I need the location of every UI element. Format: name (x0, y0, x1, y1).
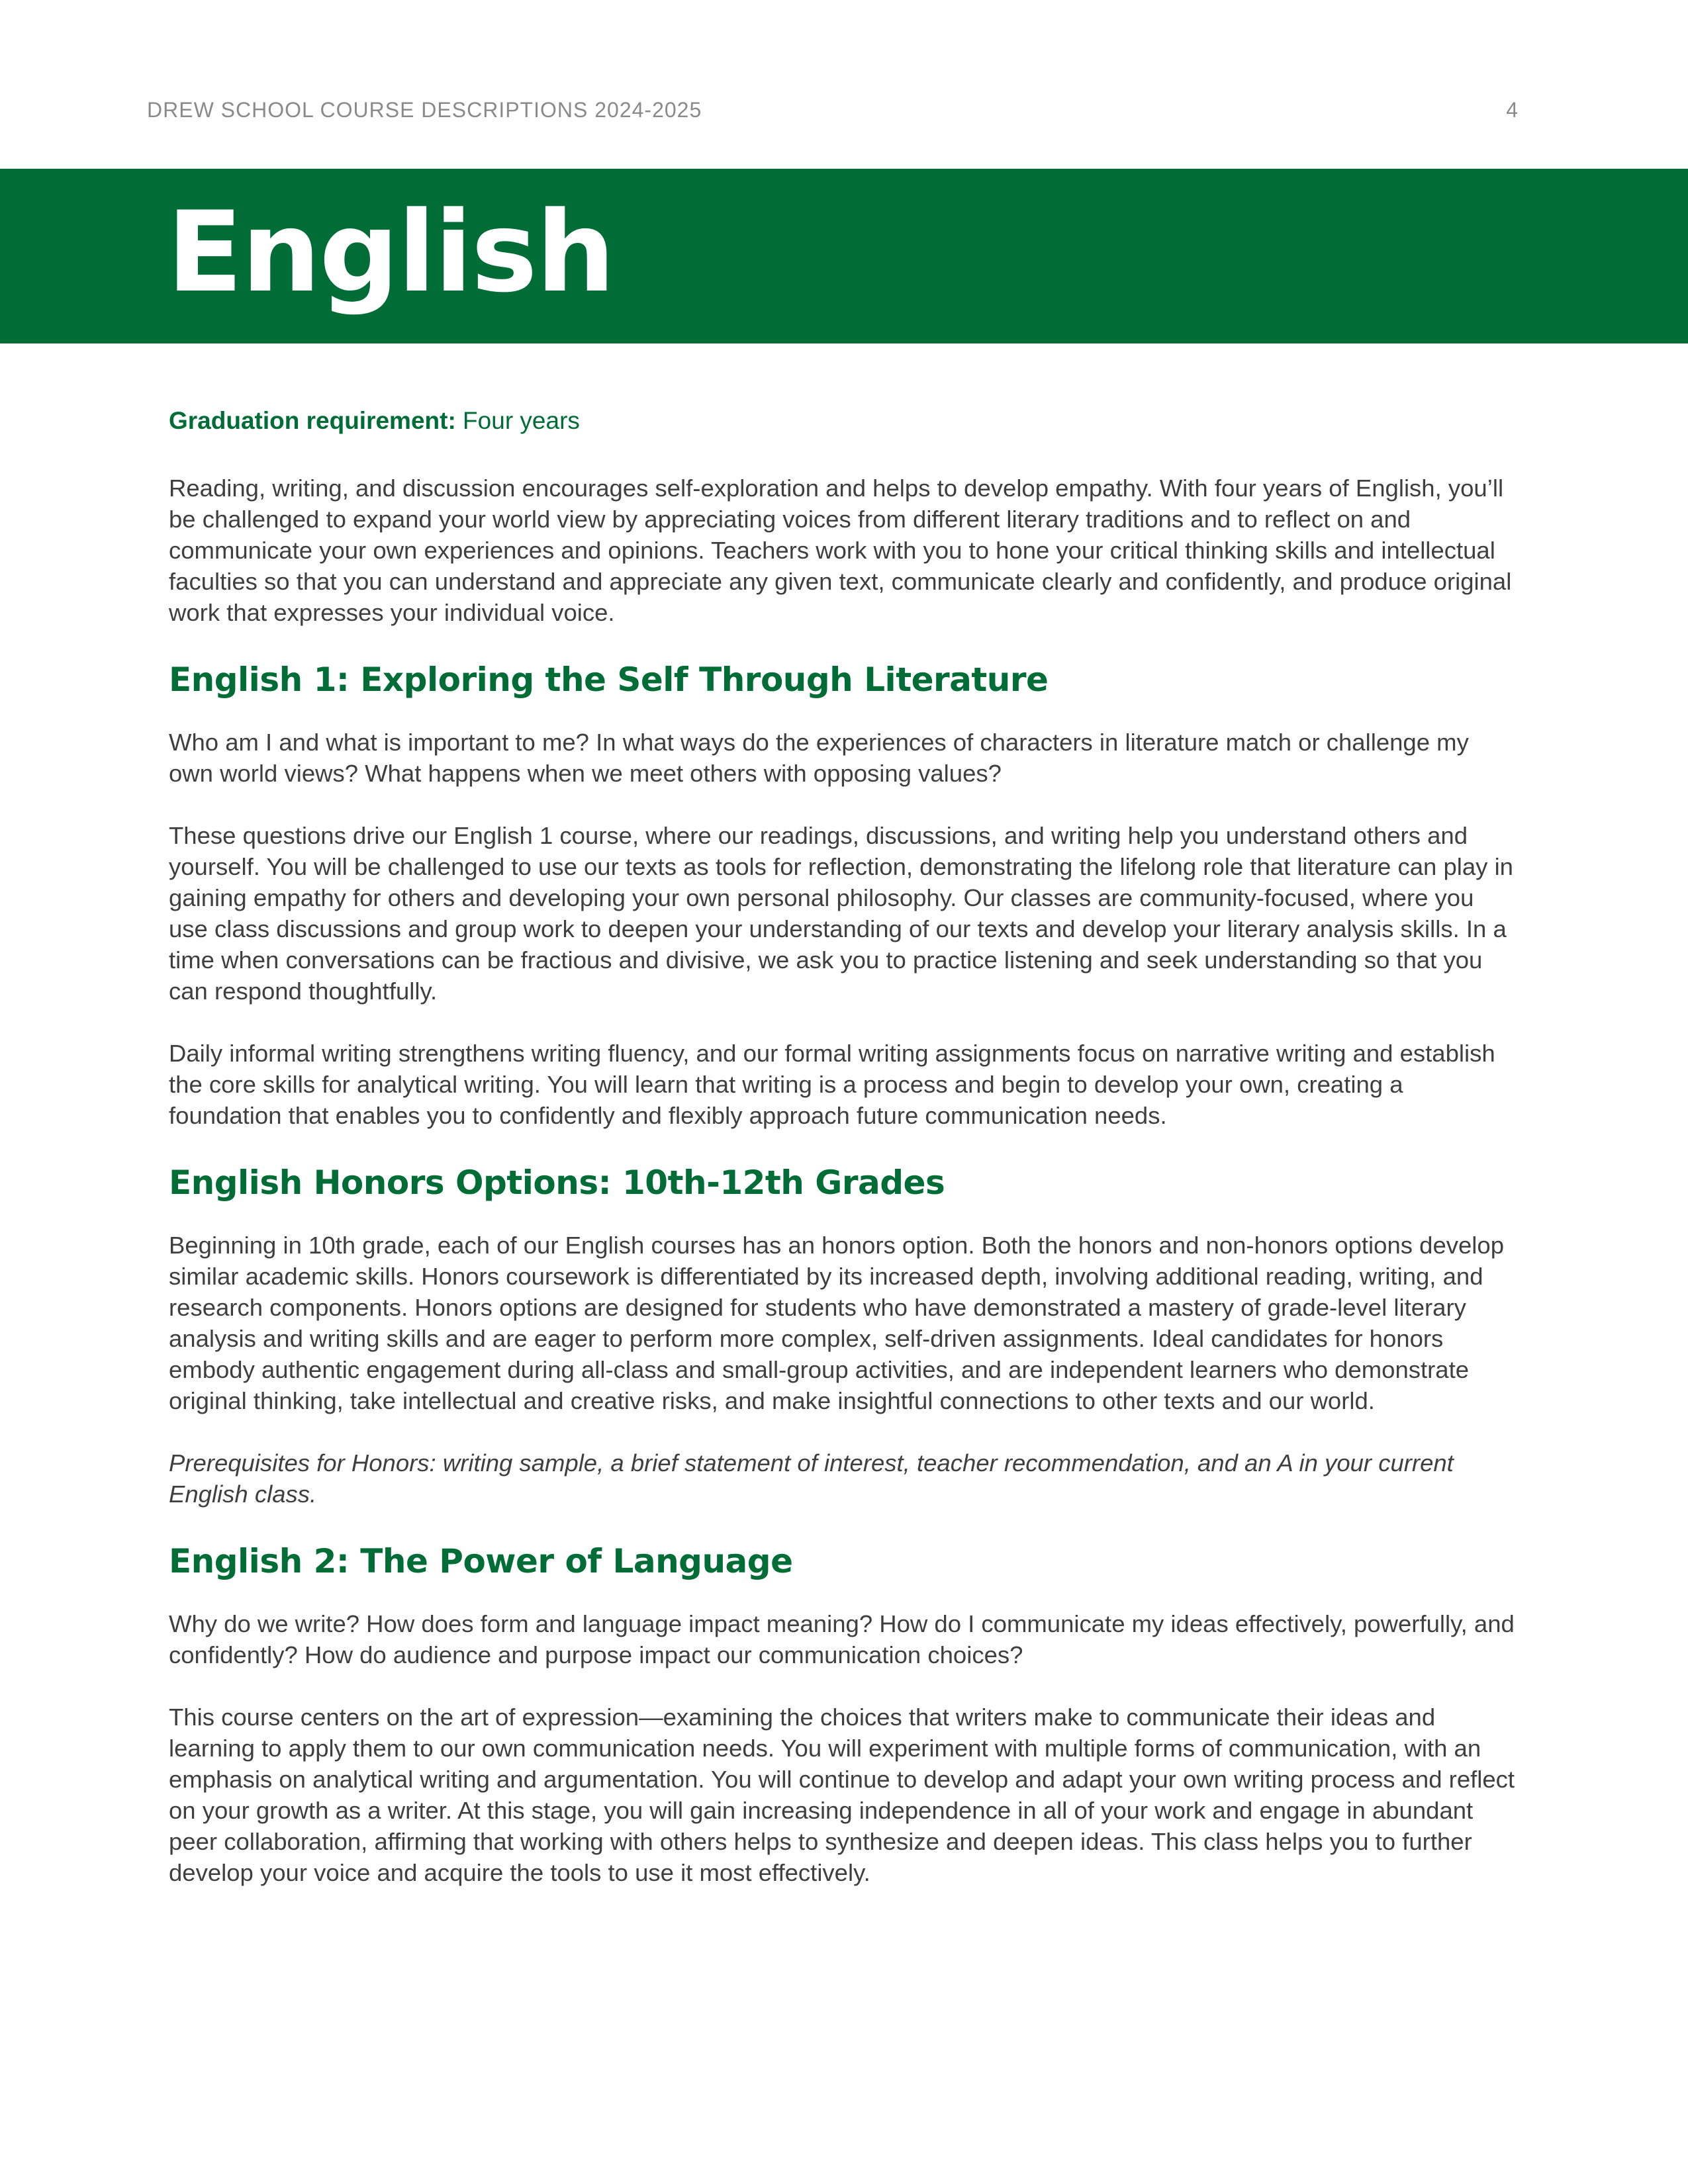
main-content (169, 404, 1519, 1919)
section-title-english-1: English 1: Exploring the Self Through Literature (169, 660, 1049, 699)
paragraph: Beginning in 10th grade, each of our English courses has an honors option. Both the honors and non-honors options develop similar academic skills. Honors coursework is differentiated by its increased depth, involving additional reading, writing, and research components. Honors options are designed for students who have demonstrated a mastery of grade-level literary analysis and writing skills and are eager to perform more complex, self-driven assignments. Ideal candidates for honors embody authentic engagement during all-class and small-group activities, and are independent learners who demonstrate original thinking, take intellectual and creative risks, and make insightful connections to other texts and our world. (169, 1232, 1505, 1414)
paragraph: Who am I and what is important to me? In what ways do the experiences of characters in literature match or challenge my own world views? What happens when we meet others with opposing values? (169, 729, 1469, 787)
section-title-honors-options: English Honors Options: 10th-12th Grades (169, 1163, 945, 1202)
page-header (147, 98, 1519, 124)
paragraph: This course centers on the art of expression—examining the choices that writers make to communicate their ideas and learning to apply them to our own communication needs. You will experiment with multiple forms of communication, with an emphasis on analytical writing and argumentation. You will continue to develop and adapt your own writing process and reflect on your growth as a writer. At this stage, you will gain increasing independence in all of your work and engage in abundant peer collaboration, affirming that working with others helps to synthesize and deepen ideas. This class helps you to further develop your voice and acquire the tools to use it most effectively. (169, 1704, 1515, 1886)
honors-prerequisites-note: Prerequisites for Honors: writing sample, a brief statement of interest, teacher recommendation, and an A in your current English class. (169, 1449, 1454, 1508)
graduation-requirement-label: Graduation requirement: (169, 407, 456, 434)
page-number: 4 (1506, 98, 1519, 122)
intro-paragraph: Reading, writing, and discussion encourages self-exploration and helps to develop empathy. With four years of English, you’ll be challenged to expand your world view by appreciating voices from different literary traditions and to reflect on and communicate your own experiences and opinions. Teachers work with you to hone your critical thinking skills and intellectual faculties so that you can understand and appreciate any given text, communicate clearly and confidently, and produce original work that expresses your individual voice. (169, 475, 1512, 626)
section-banner (0, 169, 1688, 343)
paragraph: Why do we write? How does form and language impact meaning? How do I communicate my ideas effectively, powerfully, and confidently? How do audience and purpose impact our communication choices? (169, 1610, 1515, 1668)
paragraph: Daily informal writing strengthens writing fluency, and our formal writing assignments focus on narrative writing and establish the core skills for analytical writing. You will learn that writing is a process and begin to develop your own, creating a foundation that enables you to confidently and flexibly approach future communication needs. (169, 1040, 1495, 1129)
document-title: DREW SCHOOL COURSE DESCRIPTIONS 2024-2025 (147, 98, 702, 122)
graduation-requirement (169, 404, 1519, 438)
section-title-english-2: English 2: The Power of Language (169, 1542, 793, 1580)
paragraph: These questions drive our English 1 course, where our readings, discussions, and writing help you understand others and yourself. You will be challenged to use our texts as tools for reflection, demonstrating the lifelong role that literature can play in gaining empathy for others and developing your own personal philosophy. Our classes are community-focused, where you use class discussions and group work to deepen your understanding of our texts and develop your literary analysis skills. In a time when conversations can be fractious and divisive, we ask you to practice listening and seek understanding so that you can respond thoughtfully. (169, 822, 1513, 1005)
page-title: English (167, 187, 614, 317)
graduation-requirement-value: Four years (455, 407, 580, 434)
